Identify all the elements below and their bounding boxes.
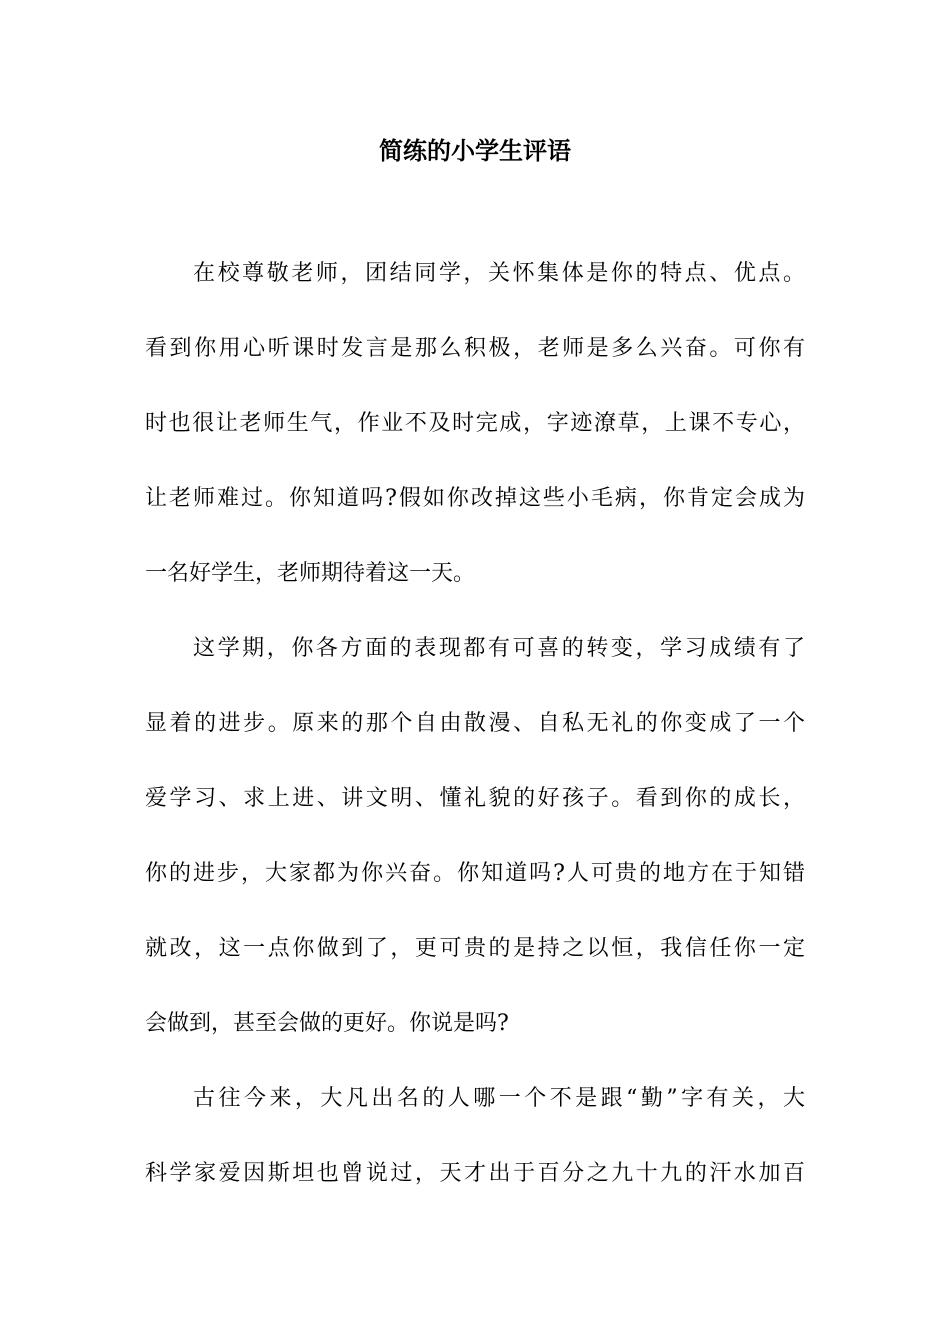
text-line: 在校尊敬老师，团结同学，关怀集体是你的特点、优点。 — [193, 261, 805, 286]
text-line: 显着的进步。原来的那个自由散漫、自私无礼的你变成了一个 — [145, 711, 805, 736]
document-body — [145, 256, 805, 1231]
text-line: 一名好学生，老师期待着这一天。 — [145, 561, 476, 586]
text-line: 会做到，甚至会做的更好。你说是吗? — [145, 1011, 509, 1036]
text-line: 古往今来，大凡出名的人哪一个不是跟“勤”字有关，大 — [193, 1086, 805, 1111]
text-line: 就改，这一点你做到了，更可贵的是持之以恒，我信任你一定 — [145, 936, 805, 961]
document-title: 简练的小学生评语 — [379, 136, 571, 165]
text-line: 你的进步，大家都为你兴奋。你知道吗?人可贵的地方在于知错 — [145, 861, 805, 886]
text-line: 这学期，你各方面的表现都有可喜的转变，学习成绩有了 — [193, 636, 805, 661]
text-line: 爱学习、求上进、讲文明、懂礼貌的好孩子。看到你的成长， — [145, 786, 805, 811]
text-line: 科学家爱因斯坦也曾说过，天才出于百分之九十九的汗水加百 — [145, 1161, 805, 1186]
text-line: 时也很让老师生气，作业不及时完成，字迹潦草，上课不专心， — [145, 411, 805, 436]
text-line: 让老师难过。你知道吗?假如你改掉这些小毛病，你肯定会成为 — [145, 486, 805, 511]
text-line: 看到你用心听课时发言是那么积极，老师是多么兴奋。可你有 — [145, 336, 805, 361]
